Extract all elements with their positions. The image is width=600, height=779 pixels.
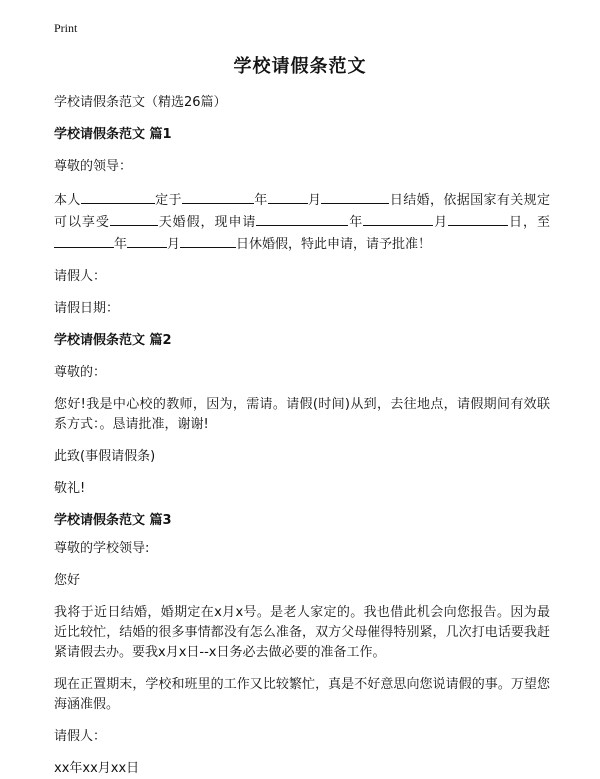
blank-start-month[interactable] <box>363 211 433 226</box>
blank-end-year[interactable] <box>54 233 114 248</box>
blank-start-day[interactable] <box>448 211 508 226</box>
blank-start-year[interactable] <box>256 211 348 226</box>
date-line-1: 请假日期： <box>54 301 120 316</box>
print-link[interactable]: Print <box>54 21 78 35</box>
document-subtitle: 学校请假条范文（精选26篇） <box>54 95 227 110</box>
blank-name[interactable] <box>81 189 155 204</box>
form-text: 月 <box>433 215 449 230</box>
form-text: 年 <box>348 215 364 230</box>
body-3-paragraph-2: 现在正置期末，学校和班里的工作又比较繁忙，真是不好意思向您说请假的事。万望您海涵准假。 <box>54 677 550 712</box>
form-text: 日结婚，依据国家有关规定可以享受 <box>54 193 550 230</box>
date-line-3: xx年xx月xx日 <box>54 761 140 776</box>
salutation-2: 尊敬的： <box>54 365 107 380</box>
salutation-1: 尊敬的领导： <box>54 159 133 174</box>
blank-end-day[interactable] <box>180 233 236 248</box>
form-text: 月 <box>307 193 322 208</box>
document-title: 学校请假条范文 <box>233 56 367 77</box>
form-text: 月 <box>167 237 181 252</box>
closing-line-1: 此致(事假请假条) <box>54 449 156 464</box>
applicant-line-1: 请假人： <box>54 269 107 284</box>
blank-month[interactable] <box>268 189 308 204</box>
body-3-paragraph-1: 我将于近日结婚，婚期定在x月x号。是老人家定的。我也借此机会向您报告。因为最近比较忙，结婚的很多事情都没有怎么准备，双方父母催得特别紧，几次打电话要我赶紧请假去办。要我x月x日--x日务必去做必要的准备工作。 <box>54 605 550 660</box>
form-text: 日休婚假，特此申请，请予批准！ <box>236 237 432 252</box>
applicant-line-3: 请假人： <box>54 729 107 744</box>
leave-form-text <box>54 189 550 255</box>
form-text: 年 <box>114 237 128 252</box>
closing-line-2: 敬礼! <box>54 481 86 496</box>
form-text: 天婚假，现申请 <box>157 215 257 230</box>
greeting-3: 您好 <box>54 573 81 588</box>
blank-days-count[interactable] <box>110 211 158 226</box>
form-text: 年 <box>253 193 268 208</box>
blank-year[interactable] <box>182 189 254 204</box>
section-heading-2: 学校请假条范文 篇2 <box>54 333 172 348</box>
blank-end-month[interactable] <box>127 233 167 248</box>
blank-day[interactable] <box>321 189 389 204</box>
section-heading-3: 学校请假条范文 篇3 <box>54 513 172 528</box>
form-text: 本人 <box>54 193 81 208</box>
form-text: 日，至 <box>508 215 550 230</box>
salutation-3: 尊敬的学校领导: <box>54 541 150 556</box>
document-body <box>54 93 550 779</box>
form-text: 定于 <box>154 193 182 208</box>
section-heading-1: 学校请假条范文 篇1 <box>54 127 172 142</box>
body-2: 您好!我是中心校的教师，因为，需请。请假(时间)从到，去往地点，请假期间有效联系方式：。恳请批准，谢谢! <box>54 397 550 432</box>
